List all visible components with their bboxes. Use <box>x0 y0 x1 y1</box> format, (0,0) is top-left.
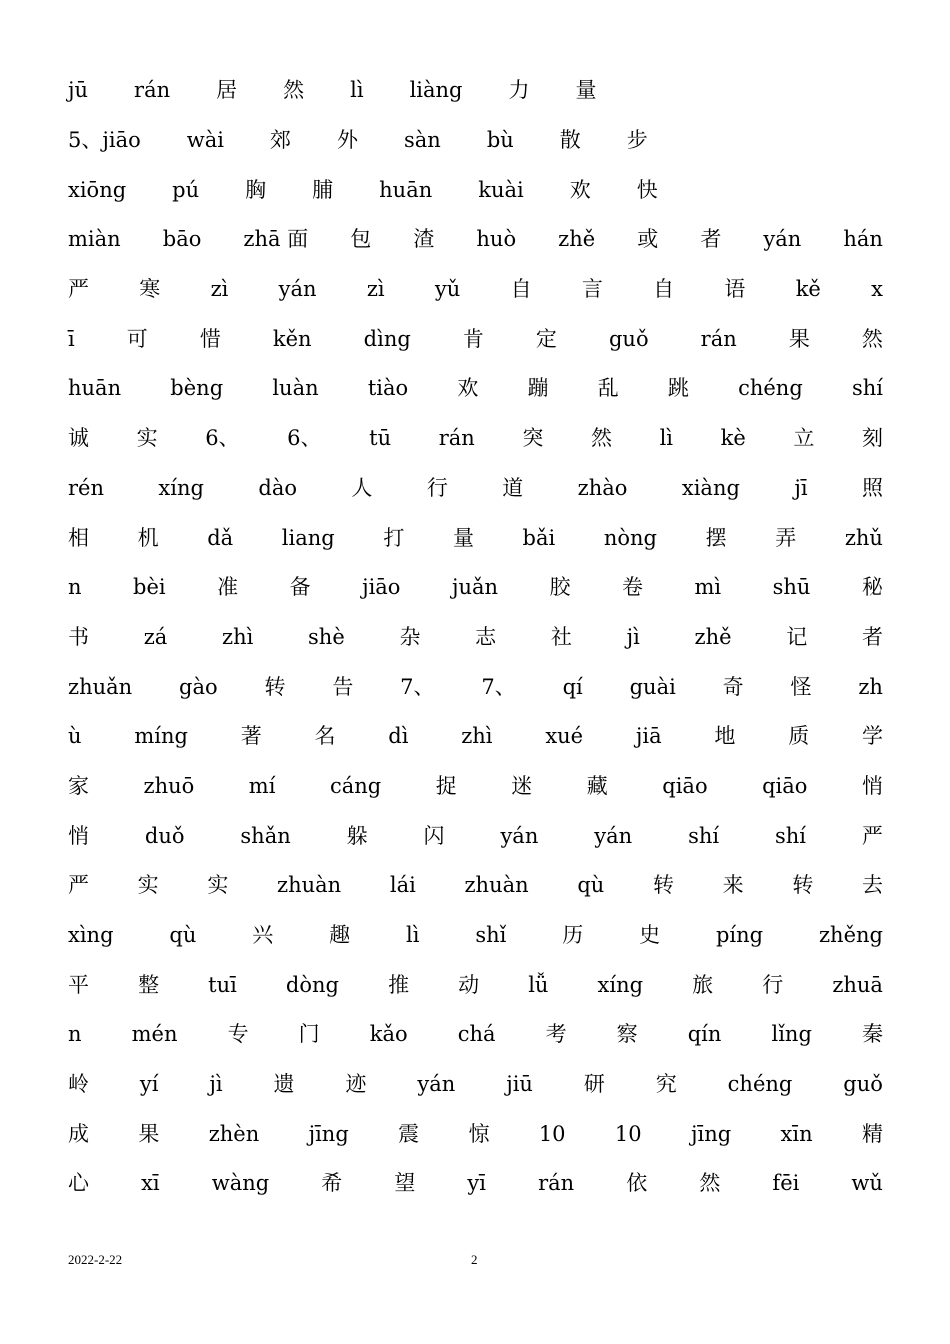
word-token: 实 <box>207 873 229 898</box>
word-token: 专 <box>227 1022 249 1047</box>
word-token: 6、 <box>287 426 322 451</box>
word-token: bāo <box>162 227 202 252</box>
text-line <box>68 364 883 414</box>
word-token: zhā 面 <box>243 227 309 252</box>
word-token: 实 <box>137 873 159 898</box>
word-token: wài <box>186 128 224 153</box>
word-token: lǐng <box>771 1022 812 1047</box>
word-token: 依 <box>626 1171 648 1196</box>
word-token: 乱 <box>597 376 619 401</box>
word-token: 7、 <box>400 674 435 699</box>
word-token: lì <box>406 923 420 948</box>
word-token: bèng <box>170 376 224 401</box>
text-line <box>68 911 883 961</box>
word-token: zì <box>210 277 229 302</box>
word-token: 量 <box>575 78 597 103</box>
word-token: 心 <box>68 1171 89 1196</box>
word-token: zhèn <box>208 1121 260 1146</box>
word-token: xué <box>545 724 584 749</box>
word-token: 人 <box>351 475 373 500</box>
word-token: 胶 <box>549 575 571 600</box>
word-token: jīng <box>308 1121 349 1146</box>
word-token: shí <box>688 823 720 848</box>
text-line <box>68 513 883 563</box>
word-token: 平 <box>68 972 89 997</box>
word-token: 来 <box>722 873 744 898</box>
word-token: 去 <box>861 873 883 898</box>
word-token: n <box>68 1022 82 1047</box>
word-token: yán <box>417 1072 456 1097</box>
word-token: 准 <box>217 575 239 600</box>
word-token: 悄 <box>861 773 883 798</box>
word-token: 道 <box>502 475 524 500</box>
word-token: cáng <box>329 773 382 798</box>
word-token: 研 <box>583 1072 605 1097</box>
word-token: 量 <box>452 525 474 550</box>
word-token: 胸 <box>245 177 267 202</box>
word-token: 行 <box>762 972 784 997</box>
word-token: 渣 <box>413 227 435 252</box>
word-token: zhuā <box>832 972 883 997</box>
word-token: 然 <box>283 78 305 103</box>
word-token: 寒 <box>139 277 161 302</box>
word-token: 言 <box>581 277 603 302</box>
word-token: yī <box>467 1171 487 1196</box>
word-token: 动 <box>458 972 480 997</box>
word-token: duǒ <box>144 823 185 848</box>
word-token: 脯 <box>312 177 334 202</box>
word-token: xiōng <box>68 177 127 202</box>
word-token: 包 <box>350 227 372 252</box>
word-token: 7、 <box>481 674 516 699</box>
text-line <box>68 265 883 315</box>
word-token: 转 <box>652 873 674 898</box>
word-token: 然 <box>699 1171 721 1196</box>
text-line <box>68 464 883 514</box>
word-token: yán <box>594 823 633 848</box>
word-token: 地 <box>714 724 736 749</box>
word-token: 察 <box>616 1022 638 1047</box>
word-token: 照 <box>862 475 883 500</box>
word-token: 立 <box>793 426 815 451</box>
word-token: 快 <box>636 177 658 202</box>
word-token: 欢 <box>457 376 479 401</box>
word-token: 自 <box>510 277 532 302</box>
word-token: 悄 <box>68 823 89 848</box>
word-token: 惜 <box>199 326 221 351</box>
word-token: jì <box>626 624 640 649</box>
text-line <box>68 960 883 1010</box>
word-token: 自 <box>653 277 675 302</box>
word-token: jīng <box>690 1121 732 1146</box>
word-token: zhuàn <box>277 873 342 898</box>
word-token: 散 <box>559 128 581 153</box>
word-token: qín <box>687 1022 722 1047</box>
word-token: bǎi <box>522 525 556 550</box>
word-token: 郊 <box>269 128 291 153</box>
word-token: 杂 <box>399 624 421 649</box>
word-token: 质 <box>788 724 810 749</box>
word-token: rán <box>538 1171 575 1196</box>
word-token: qiāo <box>762 773 808 798</box>
word-token: hán <box>843 227 883 252</box>
word-token: 著 <box>240 724 262 749</box>
word-token: 学 <box>861 724 883 749</box>
word-token: 秦 <box>861 1022 883 1047</box>
word-token: 史 <box>639 923 661 948</box>
text-line <box>68 215 883 265</box>
word-token: kuài <box>478 177 524 202</box>
word-token: 捉 <box>435 773 457 798</box>
word-token: yǔ <box>434 277 461 302</box>
word-token: 者 <box>861 624 883 649</box>
word-token: chá <box>457 1022 496 1047</box>
word-token: jì <box>209 1072 223 1097</box>
word-token: qù <box>169 923 197 948</box>
word-token: 语 <box>724 277 746 302</box>
word-token: 然 <box>590 426 612 451</box>
word-token: 志 <box>475 624 497 649</box>
word-token: 兴 <box>252 923 274 948</box>
word-token: guǒ <box>843 1072 883 1097</box>
word-token: huān <box>68 376 122 401</box>
word-token: huān <box>379 177 433 202</box>
word-token: zì <box>366 277 385 302</box>
word-token: fēi <box>772 1171 800 1196</box>
word-token: 居 <box>216 78 238 103</box>
text-line <box>68 811 883 861</box>
word-token: lǚ <box>528 972 549 997</box>
word-token: shè <box>308 624 345 649</box>
word-token: guài <box>629 674 676 699</box>
word-token: chéng <box>727 1072 793 1097</box>
word-token: tuī <box>208 972 237 997</box>
word-token: guǒ <box>608 326 649 351</box>
word-token: ī <box>68 326 75 351</box>
word-token: xīn <box>780 1121 813 1146</box>
word-token: 趣 <box>329 923 351 948</box>
word-token: 究 <box>655 1072 677 1097</box>
word-token: 秘 <box>861 575 883 600</box>
word-token: zhuàn <box>464 873 529 898</box>
word-token: 实 <box>136 426 158 451</box>
word-token: 10 <box>614 1121 642 1146</box>
word-token: 躲 <box>346 823 368 848</box>
word-token: 告 <box>332 674 354 699</box>
word-token: dìng <box>363 326 411 351</box>
text-line <box>68 563 883 613</box>
word-token: dì <box>388 724 409 749</box>
word-token: shū <box>772 575 811 600</box>
word-token: wǔ <box>851 1171 883 1196</box>
word-token: 蹦 <box>527 376 549 401</box>
word-token: 严 <box>861 823 883 848</box>
word-token: zá <box>143 624 168 649</box>
word-token: 6、 <box>205 426 240 451</box>
word-token: rán <box>438 426 475 451</box>
word-token: dòng <box>285 972 339 997</box>
word-token: qiāo <box>662 773 708 798</box>
footer-date: 2022-2-22 <box>68 1252 123 1267</box>
word-token: 希 <box>321 1171 343 1196</box>
text-line <box>68 1010 883 1060</box>
word-token: bù <box>486 128 514 153</box>
word-token: jū <box>68 78 89 103</box>
word-token: kě <box>795 277 821 302</box>
word-token: 推 <box>388 972 410 997</box>
word-token: chéng <box>738 376 803 401</box>
word-token: zhěng <box>818 923 883 948</box>
word-token: huò <box>476 227 517 252</box>
text-line <box>68 662 883 712</box>
word-token: xī <box>141 1171 160 1196</box>
word-token: shí <box>774 823 807 848</box>
word-token: 然 <box>861 326 883 351</box>
word-token: 门 <box>298 1022 320 1047</box>
word-token: 奇 <box>722 674 744 699</box>
word-token: 迹 <box>345 1072 367 1097</box>
text-line <box>68 66 883 116</box>
word-token: yán <box>278 277 317 302</box>
word-token: kǎo <box>369 1022 408 1047</box>
word-token: kè <box>720 426 746 451</box>
text-line <box>68 165 883 215</box>
word-token: jī <box>794 475 808 500</box>
word-token: luàn <box>272 376 319 401</box>
word-token: zhì <box>222 624 254 649</box>
word-token: qí <box>562 674 583 699</box>
word-token: 严 <box>68 277 89 302</box>
word-token: zhuǎn <box>68 674 133 699</box>
word-token: 10 <box>538 1121 566 1146</box>
word-token: xiàng <box>681 475 740 500</box>
word-token: ù <box>68 724 82 749</box>
word-token: shǎn <box>240 823 291 848</box>
text-line <box>68 712 883 762</box>
word-token: 或 <box>637 227 659 252</box>
word-token: 欢 <box>569 177 591 202</box>
word-token: píng <box>715 923 764 948</box>
word-token: 严 <box>68 873 89 898</box>
text-line <box>68 861 883 911</box>
word-token: 望 <box>394 1171 416 1196</box>
word-token: tū <box>369 426 392 451</box>
word-token: 家 <box>68 773 89 798</box>
word-token: wàng <box>211 1171 270 1196</box>
word-token: 刻 <box>861 426 883 451</box>
word-token: lái <box>389 873 416 898</box>
word-token: liang <box>281 525 335 550</box>
word-token: 名 <box>314 724 336 749</box>
text-line <box>68 116 883 166</box>
word-token: mén <box>131 1022 178 1047</box>
word-token: 遗 <box>273 1072 295 1097</box>
word-token: 跳 <box>667 376 689 401</box>
word-token: zhào <box>577 475 628 500</box>
word-token: 定 <box>535 326 557 351</box>
word-token: 诚 <box>68 426 89 451</box>
word-token: 备 <box>289 575 311 600</box>
word-token: mí <box>248 773 276 798</box>
word-token: 社 <box>550 624 572 649</box>
word-token: miàn <box>68 227 121 252</box>
page-number: 2 <box>471 1252 478 1267</box>
text-line <box>68 613 883 663</box>
word-token: 果 <box>788 326 810 351</box>
text-line <box>68 414 883 464</box>
word-token: 转 <box>792 873 814 898</box>
word-token: 突 <box>522 426 544 451</box>
word-token: 步 <box>626 128 648 153</box>
word-token: 书 <box>68 624 89 649</box>
word-token: gào <box>179 674 218 699</box>
word-token: jiā <box>635 724 662 749</box>
word-token: 整 <box>138 972 160 997</box>
word-token: xíng <box>158 475 204 500</box>
word-token: dào <box>258 475 297 500</box>
word-token: rén <box>68 475 104 500</box>
word-token: 成 <box>68 1121 89 1146</box>
word-token: 5、jiāo <box>68 128 141 153</box>
word-token: n <box>68 575 82 600</box>
word-token: 卷 <box>622 575 643 600</box>
word-token: lì <box>350 78 364 103</box>
word-token: zhě <box>558 227 596 252</box>
word-token: sàn <box>403 128 441 153</box>
word-token: zhǔ <box>844 525 883 550</box>
word-token: 震 <box>398 1121 420 1146</box>
word-token: 打 <box>383 525 405 550</box>
word-token: 机 <box>137 525 159 550</box>
vocabulary-text-body <box>68 66 883 1209</box>
word-token: 力 <box>508 78 530 103</box>
text-line <box>68 314 883 364</box>
word-token: 精 <box>861 1121 883 1146</box>
word-token: kěn <box>272 326 312 351</box>
word-token: pú <box>172 177 200 202</box>
word-token: míng <box>134 724 188 749</box>
word-token: 迷 <box>511 773 533 798</box>
word-token: 考 <box>545 1022 567 1047</box>
word-token: yí <box>139 1072 159 1097</box>
word-token: 可 <box>126 326 148 351</box>
word-token: shǐ <box>475 923 507 948</box>
word-token: 果 <box>138 1121 160 1146</box>
word-token: 记 <box>786 624 808 649</box>
word-token: jiāo <box>362 575 401 600</box>
word-token: zhě <box>694 624 732 649</box>
word-token: 转 <box>264 674 286 699</box>
word-token: liàng <box>409 78 463 103</box>
word-token: lì <box>659 426 673 451</box>
word-token: xìng <box>68 923 114 948</box>
word-token: yán <box>763 227 802 252</box>
word-token: shí <box>851 376 883 401</box>
word-token: 外 <box>336 128 358 153</box>
word-token: x <box>871 277 883 302</box>
word-token: zh <box>858 674 883 699</box>
word-token: 怪 <box>790 674 812 699</box>
word-token: 相 <box>68 525 89 550</box>
word-token: tiào <box>367 376 409 401</box>
word-token: 肯 <box>462 326 484 351</box>
word-token: 闪 <box>423 823 445 848</box>
word-token: 行 <box>426 475 448 500</box>
word-token: 历 <box>562 923 584 948</box>
word-token: bèi <box>133 575 166 600</box>
word-token: 惊 <box>468 1121 490 1146</box>
word-token: dǎ <box>207 525 234 550</box>
word-token: rán <box>700 326 737 351</box>
text-line <box>68 1060 883 1110</box>
word-token: 弄 <box>775 525 797 550</box>
word-token: mì <box>694 575 722 600</box>
word-token: zhì <box>461 724 493 749</box>
word-token: 藏 <box>586 773 608 798</box>
word-token: yán <box>500 823 539 848</box>
word-token: 者 <box>700 227 722 252</box>
word-token: 旅 <box>692 972 714 997</box>
word-token: 岭 <box>68 1072 89 1097</box>
word-token: nòng <box>603 525 657 550</box>
word-token: jiū <box>506 1072 533 1097</box>
text-line <box>68 1109 883 1159</box>
word-token: juǎn <box>451 575 499 600</box>
text-line <box>68 762 883 812</box>
word-token: zhuō <box>143 773 195 798</box>
word-token: rán <box>134 78 171 103</box>
text-line <box>68 1159 883 1209</box>
word-token: qù <box>577 873 605 898</box>
word-token: 摆 <box>705 525 727 550</box>
word-token: xíng <box>597 972 644 997</box>
